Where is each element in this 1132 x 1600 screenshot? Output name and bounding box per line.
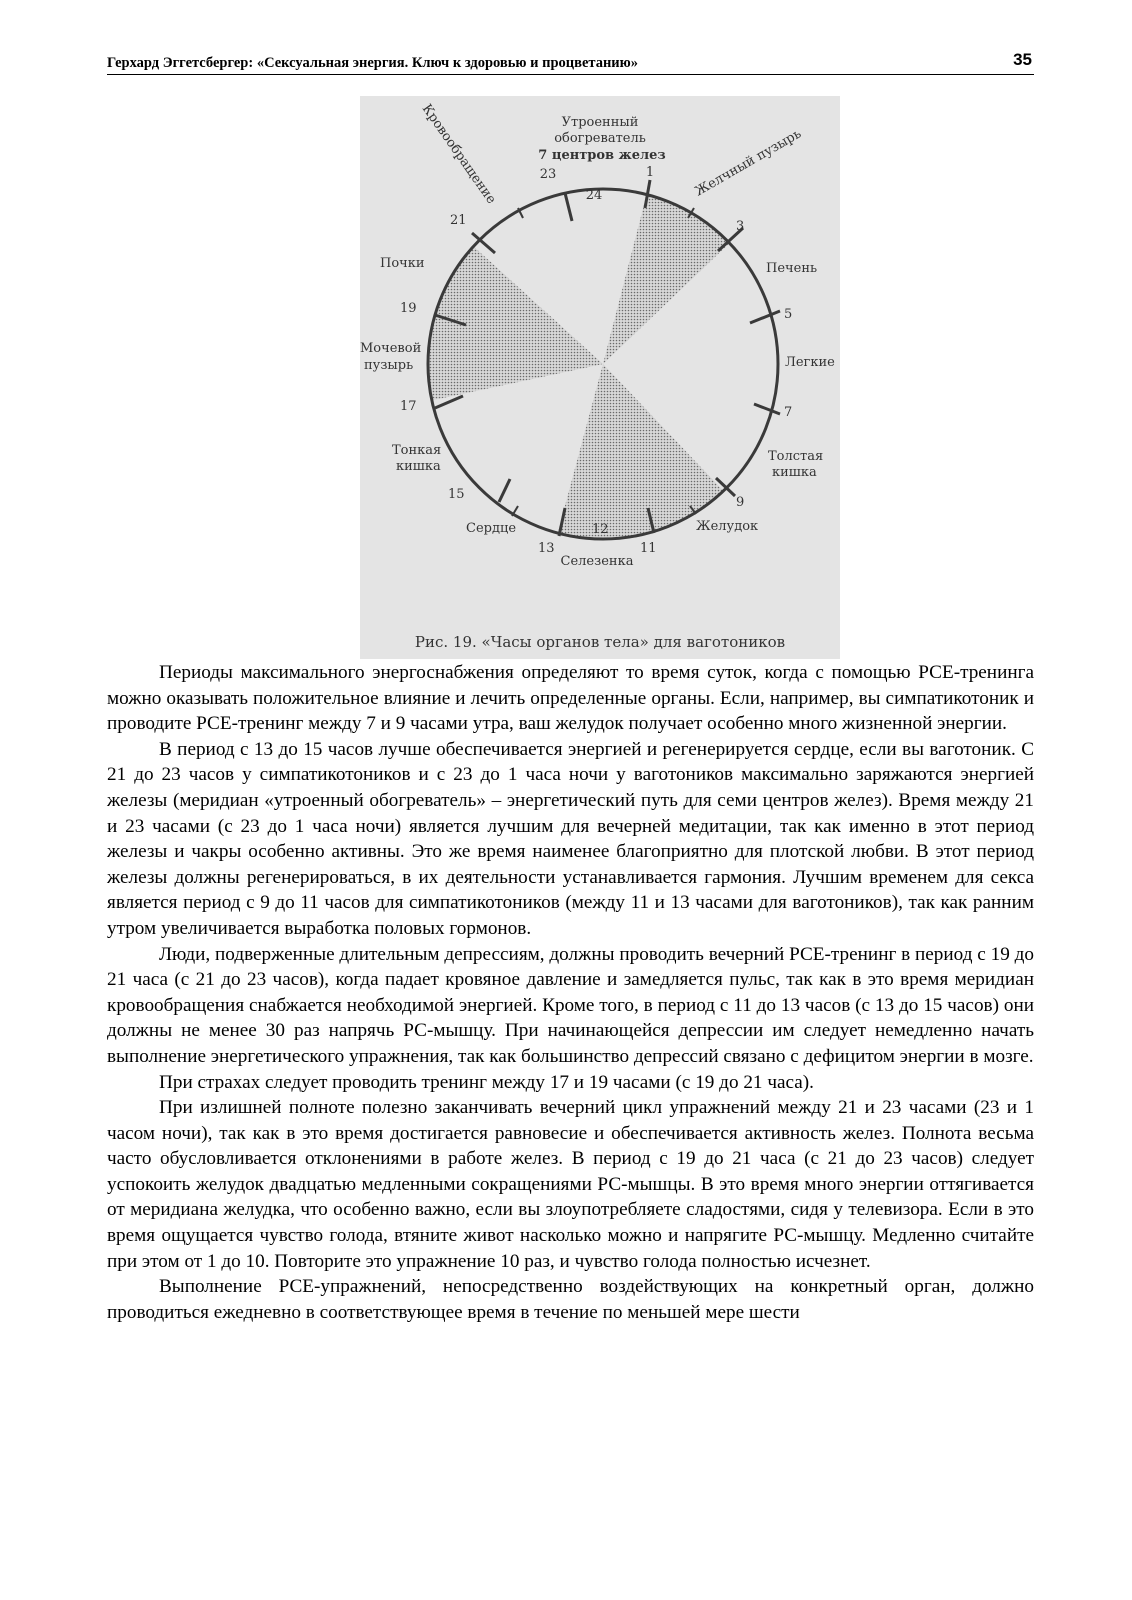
- label-triple-warmer-2: обогреватель: [554, 131, 646, 146]
- page-header: [107, 50, 1034, 75]
- body-text: [107, 660, 1034, 1325]
- organ-clock-diagram: [360, 96, 840, 659]
- figure-caption: Рис. 19. «Часы органов тела» для ваготоников: [414, 633, 786, 651]
- label-spleen: Селезенка: [560, 554, 634, 569]
- label-bladder-2: пузырь: [364, 358, 414, 373]
- paragraph: Выполнение РСЕ-упражнений, непосредственно воздействующих на конкретный орган, должно проводиться ежедневно в соответствующее время в течение по меньшей мере шести: [107, 1276, 1034, 1323]
- paragraph: Периоды максимального энергоснабжения определяют то время суток, когда с помощью РСЕ-тренинга можно оказывать положительное влияние и лечить определенные органы. Если, например, вы симпатикотоник и проводите РСЕ-тренинг между 7 и 9 часами утра, ваш желудок получает особенно много жизненной энергии.: [107, 662, 1034, 735]
- label-large-intestine-2: кишка: [772, 465, 817, 480]
- shaded-sector-upper-right: [603, 195, 729, 364]
- paragraph: В период с 13 до 15 часов лучше обеспечивается энергией и регенерируется сердце, если вы ваготоник. С 21 до 23 часов у симпатикотоников и с 23 до 1 часа ночи у ваготоников максимально заряжаются энергией железы (меридиан «утроенный обогреватель» – энергетический путь для семи центров желез). Время между 21 и 23 часами (с 23 до 1 часа ночи) является лучшим для вечерней медитации, так как именно в этот период железы и чакры особенно активны. Это же время наименее благоприятно для плотской любви. В этот период железы должны регенерироваться, в их деятельности устанавливается гармония. Лучшим временем для секса является период с 9 до 11 часов для симпатикотоников (между 11 и 13 часами для ваготоников), так как ранним утром увеличивается выработка половых гормонов.: [107, 738, 1034, 939]
- hour-5: 5: [784, 307, 793, 322]
- label-triple-warmer-1: Утроенный: [561, 115, 639, 130]
- label-small-intestine-1: Тонкая: [392, 443, 442, 458]
- tick-23: [565, 193, 572, 221]
- hour-19: 19: [400, 301, 417, 316]
- label-kidneys: Почки: [380, 256, 425, 271]
- paragraph: Люди, подверженные длительным депрессиям, должны проводить вечерний РСЕ-тренинг в период с 19 до 21 часа (с 21 до 23 часов), когда падает кровяное давление и замедляется пульс, так как в это время меридиан кровообращения снабжается необходимой энергией. Кроме того, в период с 11 до 13 часов (с 13 до 15 часов) они должны не менее 30 раз напрячь РС-мышцу. При начинающейся депрессии им следует немедленно начать выполнение энергетического упражнения, так как большинство депрессий связано с дефицитом энергии в мозге.: [107, 943, 1034, 1067]
- hour-7: 7: [784, 405, 793, 420]
- label-lungs: Легкие: [785, 355, 835, 370]
- label-liver: Печень: [766, 261, 818, 276]
- hour-13: 13: [538, 541, 555, 556]
- shaded-sector-bottom: [558, 364, 724, 539]
- label-bladder-1: Мочевой: [360, 341, 422, 356]
- tick-7: [754, 404, 780, 414]
- tick-15: [499, 479, 510, 502]
- organ-clock-figure: [360, 96, 840, 659]
- hour-3: 3: [736, 219, 745, 234]
- label-glands: 7 центров желез: [538, 148, 666, 163]
- paragraph: При излишней полноте полезно заканчивать вечерний цикл упражнений между 21 и 23 часами (23 и 1 часом ночи), так как в это время достигается равновесие и обеспечивается активность желез. Полнота весьма часто обусловливается отклонениями в работе желез. В период с 19 до 21 часа (с 21 до 23 часов) следует успокоить желудок двадцатью медленными сокращениями РС-мышцы. В это время много энергии оттягивается от меридиана желудка, что особенно важно, если вы злоупотребляете сладостями, сидя у телевизора. Если в это время ощущается чувство голода, втяните живот насколько можно и напрягите РС-мышцу. Медленно считайте при этом от 1 до 10. Повторите это упражнение 10 раз, и чувство голода полностью исчезнет.: [107, 1097, 1034, 1272]
- hour-24: 24: [585, 188, 603, 203]
- label-small-intestine-2: кишка: [396, 459, 441, 474]
- label-gallbladder: Желчный пузырь: [692, 126, 805, 200]
- paragraph: При страхах следует проводить тренинг между 17 и 19 часами (с 19 до 21 часа).: [159, 1071, 814, 1093]
- hour-12: 12: [592, 522, 609, 537]
- running-title: Герхард Эггетсбергер: «Сексуальная энергия. Ключ к здоровью и процветанию»: [107, 55, 638, 71]
- hour-23: 23: [539, 167, 557, 182]
- hour-1: 1: [645, 165, 655, 180]
- label-large-intestine-1: Толстая: [768, 449, 824, 464]
- label-heart: Сердце: [466, 521, 517, 536]
- hour-15: 15: [448, 487, 465, 502]
- hour-17: 17: [400, 399, 417, 414]
- label-circulation: Кровообращение: [418, 101, 499, 207]
- page-number: 35: [1013, 50, 1032, 69]
- hour-11: 11: [640, 541, 657, 556]
- hour-21: 21: [450, 213, 467, 228]
- tick-5: [750, 311, 780, 323]
- hour-9: 9: [736, 495, 745, 510]
- label-stomach: Желудок: [696, 519, 759, 534]
